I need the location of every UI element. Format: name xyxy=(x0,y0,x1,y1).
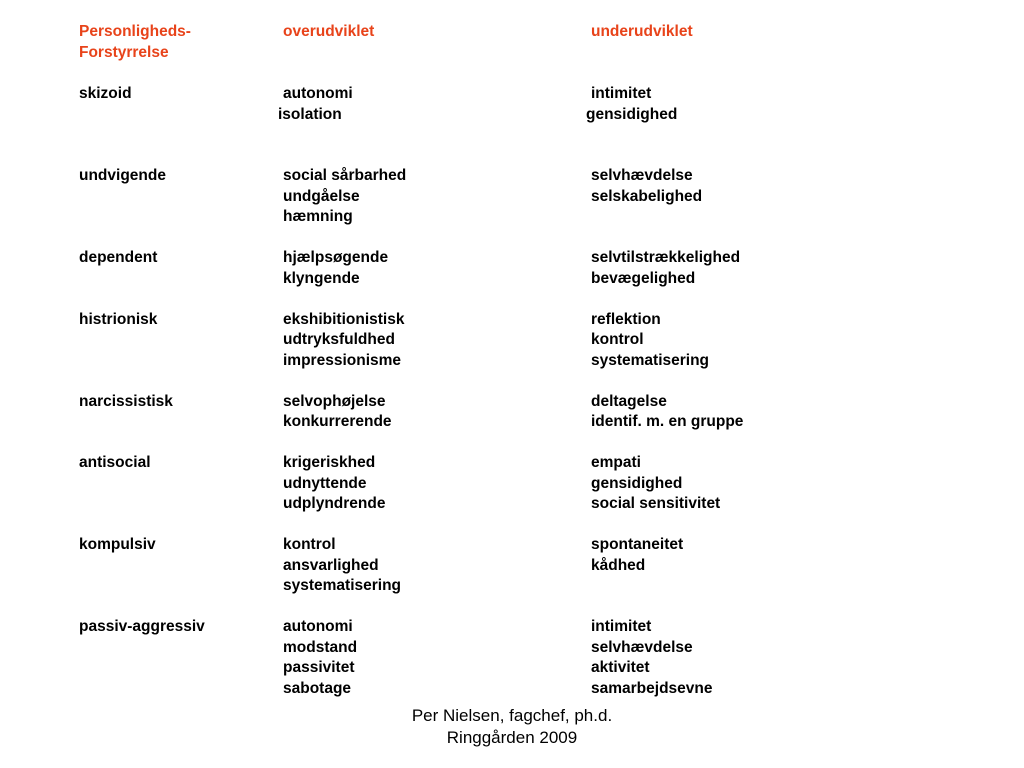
overdeveloped-trait: passivitet xyxy=(283,659,355,676)
table-row xyxy=(0,392,1024,433)
overdeveloped-trait: ansvarlighed xyxy=(283,556,379,574)
table-row xyxy=(0,617,1024,699)
row-category: skizoid xyxy=(79,85,132,102)
row-category: histrionisk xyxy=(79,310,158,328)
header-overdeveloped: overudviklet xyxy=(283,23,375,40)
overdeveloped-trait: udplyndrende xyxy=(283,495,386,512)
overdeveloped-trait: udtryksfuldhed xyxy=(283,331,395,348)
underdeveloped-trait: selvhævdelse xyxy=(591,638,693,656)
table-row xyxy=(0,453,1024,515)
overdeveloped-traits xyxy=(283,392,392,433)
disorder-table xyxy=(0,84,1024,720)
underdeveloped-trait: gensidighed xyxy=(591,474,683,492)
underdeveloped-trait: samarbejdsevne xyxy=(591,679,713,697)
overdeveloped-traits xyxy=(283,248,388,289)
overdeveloped-trait: autonomi xyxy=(283,618,353,635)
overdeveloped-traits xyxy=(283,310,404,372)
underdeveloped-trait: systematisering xyxy=(591,351,710,369)
underdeveloped-traits xyxy=(591,617,713,699)
underdeveloped-traits xyxy=(591,392,743,433)
row-category: kompulsiv xyxy=(79,536,156,553)
underdeveloped-traits xyxy=(591,248,740,289)
underdeveloped-traits xyxy=(586,84,678,125)
table-header xyxy=(0,22,1024,66)
overdeveloped-trait: modstand xyxy=(283,638,358,656)
underdeveloped-trait: kontrol xyxy=(591,331,644,348)
overdeveloped-trait: krigeriskhed xyxy=(283,454,376,471)
row-category: dependent xyxy=(79,249,158,266)
overdeveloped-trait: konkurrerende xyxy=(283,413,392,430)
overdeveloped-trait: sabotage xyxy=(283,679,352,697)
underdeveloped-traits xyxy=(591,535,683,576)
overdeveloped-trait: hæmning xyxy=(283,208,353,225)
row-category: antisocial xyxy=(79,454,151,471)
row-category: passiv-aggressiv xyxy=(79,618,205,635)
underdeveloped-trait: social sensitivitet xyxy=(591,495,721,512)
overdeveloped-trait: klyngende xyxy=(283,269,360,287)
header-personality-disorder xyxy=(79,22,279,63)
row-category: narcissistisk xyxy=(79,392,173,410)
underdeveloped-trait: selskabelighed xyxy=(591,187,703,205)
overdeveloped-trait: selvophøjelse xyxy=(283,392,386,410)
overdeveloped-trait: social sårbarhed xyxy=(283,167,407,184)
overdeveloped-trait: autonomi xyxy=(283,85,353,102)
table-row xyxy=(0,310,1024,372)
overdeveloped-traits xyxy=(283,535,401,597)
overdeveloped-traits xyxy=(283,166,406,228)
underdeveloped-trait: deltagelse xyxy=(591,392,667,410)
underdeveloped-traits xyxy=(591,166,702,207)
footer-author: Per Nielsen, fagchef, ph.d. xyxy=(411,706,613,725)
overdeveloped-trait: ekshibitionistisk xyxy=(283,310,405,328)
underdeveloped-trait: gensidighed xyxy=(586,105,678,123)
underdeveloped-trait: selvhævdelse xyxy=(591,167,693,184)
overdeveloped-trait: kontrol xyxy=(283,536,336,553)
overdeveloped-traits xyxy=(278,84,353,125)
underdeveloped-traits xyxy=(591,453,720,515)
underdeveloped-trait: kådhed xyxy=(591,556,646,574)
underdeveloped-trait: selvtilstrækkelighed xyxy=(591,249,741,266)
table-row xyxy=(0,166,1024,228)
overdeveloped-traits xyxy=(283,617,357,699)
header-underdeveloped: underudviklet xyxy=(591,23,693,40)
footer-place-year: Ringgården 2009 xyxy=(446,728,578,747)
underdeveloped-trait: bevægelighed xyxy=(591,269,696,287)
overdeveloped-trait: systematisering xyxy=(283,577,402,594)
underdeveloped-trait: reflektion xyxy=(591,310,661,328)
header-col1-line2: Forstyrrelse xyxy=(79,43,169,61)
table-row xyxy=(0,248,1024,289)
overdeveloped-trait: undgåelse xyxy=(283,187,360,205)
overdeveloped-trait: impressionisme xyxy=(283,351,402,369)
overdeveloped-trait: hjælpsøgende xyxy=(283,249,389,266)
underdeveloped-trait: intimitet xyxy=(591,85,652,102)
underdeveloped-trait: aktivitet xyxy=(591,659,650,676)
footer xyxy=(0,705,1024,749)
underdeveloped-trait: spontaneitet xyxy=(591,536,684,553)
overdeveloped-trait: udnyttende xyxy=(283,474,367,492)
underdeveloped-trait: empati xyxy=(591,454,641,471)
overdeveloped-traits xyxy=(283,453,385,515)
underdeveloped-traits xyxy=(591,310,709,372)
underdeveloped-trait: intimitet xyxy=(591,618,652,635)
header-col1-line1: Personligheds- xyxy=(79,23,191,40)
row-category: undvigende xyxy=(79,167,166,184)
table-row xyxy=(0,84,1024,125)
overdeveloped-trait: isolation xyxy=(278,105,342,123)
underdeveloped-trait: identif. m. en gruppe xyxy=(591,413,744,430)
table-row xyxy=(0,535,1024,597)
